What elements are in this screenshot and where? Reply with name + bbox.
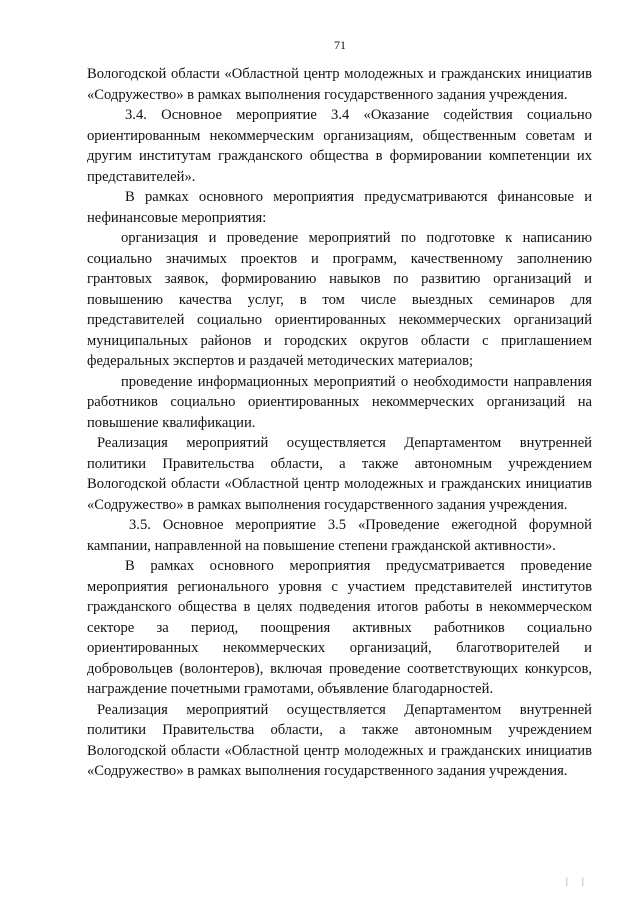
section-3-4-heading: 3.4. Основное мероприятие 3.4 «Оказание содействия социально ориентированным некоммерческим организациям, общественным советам и другим институтам гражданского общества в формировании компетенции их представителей». — [87, 107, 592, 185]
section-3-5-heading: 3.5. Основное мероприятие 3.5 «Проведение ежегодной форумной кампании, направленной на повышение степени гражданской активности». — [87, 517, 592, 554]
paragraph-continuation: Вологодской области «Областной центр молодежных и гражданских инициатив «Содружество» в рамках выполнения государственного задания учреждения. — [87, 66, 592, 103]
paragraph-implementation-2: Реализация мероприятий осуществляется Департаментом внутренней политики Правительства области, а также автономным учреждением Вологодской области «Областной центр молодежных и гражданских инициатив «Содружество» в рамках выполнения государственного задания учреждения. — [87, 701, 592, 779]
paragraph-implementation-1: Реализация мероприятий осуществляется Департаментом внутренней политики Правительства области, а также автономным учреждением Вологодской области «Областной центр молодежных и гражданских инициатив «Содружество» в рамках выполнения государственного задания учреждения. — [87, 435, 592, 513]
paragraph-forum-measures: В рамках основного мероприятия предусматривается проведение мероприятия регионального уровня с участием представителей институтов гражданского общества в целях подведения итогов работы в некоммерческом секторе за период, поощрения активных работников социально ориентированных некоммерческих организаций, благотворителей и добровольцев (волонтеров), включая проведение соответствующих конкурсов, награждение почетными грамотами, объявление благодарностей. — [87, 558, 592, 697]
page-number: 71 — [334, 38, 346, 52]
list-item-information: проведение информационных мероприятий о необходимости направления работников социально ориентированных некоммерческих организаций на повышение квалификации. — [87, 373, 592, 431]
footer-marks: | | — [566, 876, 590, 886]
paragraph-measures-intro: В рамках основного мероприятия предусматриваются финансовые и нефинансовые мероприятия: — [87, 189, 592, 226]
list-item-seminars: организация и проведение мероприятий по подготовке к написанию социально значимых проектов и программ, качественному заполнению грантовых заявок, формированию навыков по развитию организаций и повышению качества услуг, в том числе выездных семинаров для представителей социально ориентированных некоммерческих организаций муниципальных районов и городских округов области с приглашением федеральных экспертов и раздачей методических материалов; — [87, 230, 592, 369]
document-body — [87, 64, 592, 782]
